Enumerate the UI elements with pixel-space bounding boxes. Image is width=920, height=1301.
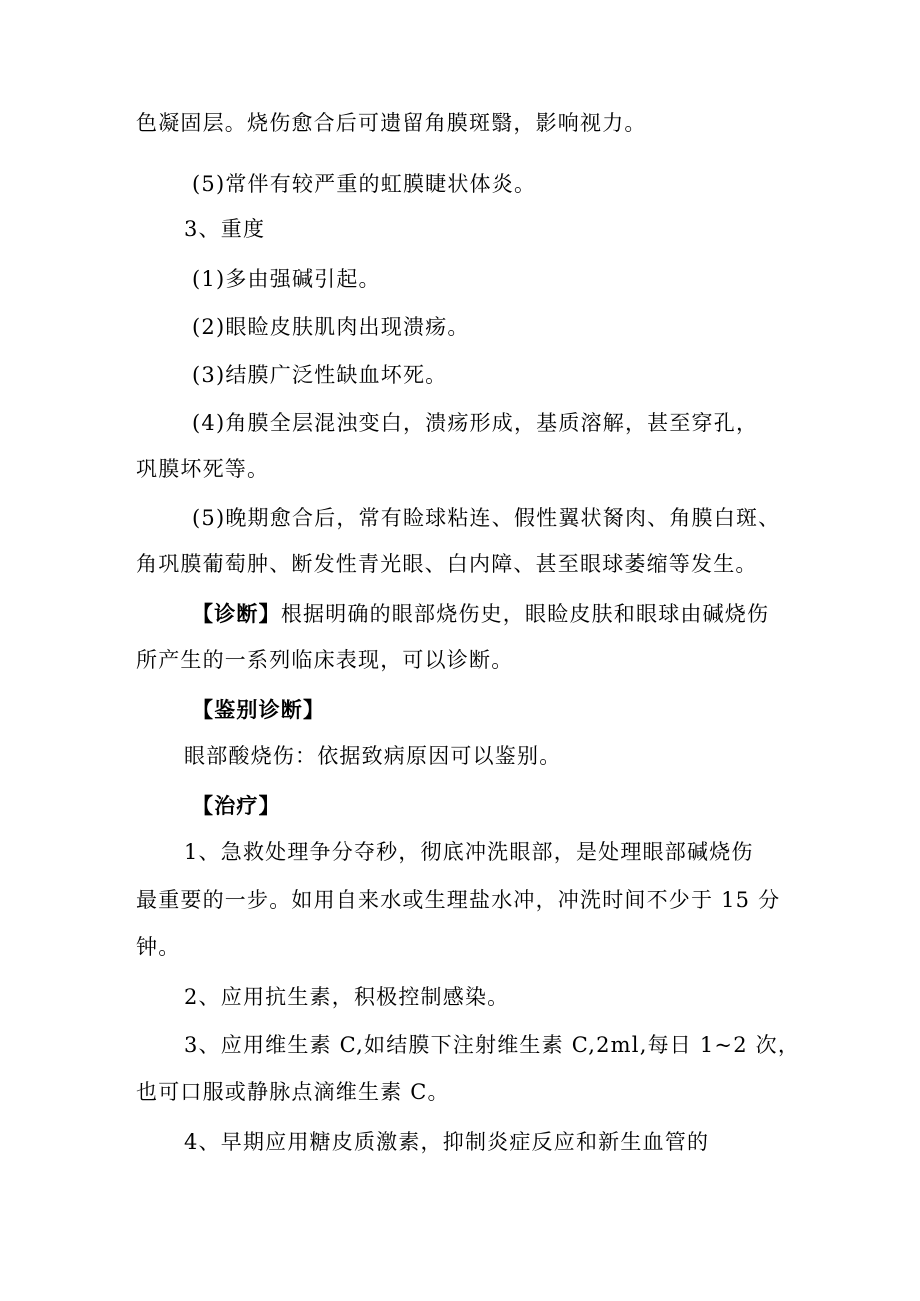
treatment-heading: 【治疗】 [192,793,281,818]
text-line: (3)结膜广泛性缺血坏死。 [192,363,448,387]
text-line: (1)多由强碱引起。 [192,267,381,291]
section-title: 3、重度 [184,217,266,241]
diagnosis-line [192,600,769,628]
text-line: (2)眼睑皮肤肌肉出现溃疡。 [192,315,470,339]
text-line: 眼部酸烧伤：依据致病原因可以鉴别。 [184,744,562,768]
text-line: 也可口服或静脉点滴维生素 C。 [136,1080,450,1104]
text-line: (5)常伴有较严重的虹膜睫状体炎。 [192,172,537,196]
text-line: 巩膜坏死等。 [136,457,270,481]
text-line: 3、应用维生素 C,如结膜下注射维生素 C,2ml,每日 1~2 次， [184,1033,801,1057]
text-line: 色凝固层。烧伤愈合后可遗留角膜斑翳，影响视力。 [136,111,647,135]
text-line: 最重要的一步。如用自来水或生理盐水冲，冲洗时间不少于 15 分 [136,888,781,912]
text-line: 所产生的一系列临床表现，可以诊断。 [136,648,514,672]
differential-diagnosis-heading: 【鉴别诊断】 [192,697,326,722]
text-line: 钟。 [136,935,181,959]
text-line: 角巩膜葡萄肿、断发性青光眼、白内障、甚至眼球萎缩等发生。 [136,552,758,576]
text-line: 根据明确的眼部烧伤史，眼睑皮肤和眼球由碱烧伤 [280,602,770,626]
text-line: (4)角膜全层混浊变白，溃疡形成，基质溶解，甚至穿孔， [192,411,759,435]
text-line: 1、急救处理争分夺秒，彻底冲洗眼部，是处理眼部碱烧伤 [184,840,754,864]
diagnosis-heading: 【诊断】 [192,601,281,626]
text-line: 2、应用抗生素，积极控制感染。 [184,985,510,1009]
text-line: 4、早期应用糖皮质激素，抑制炎症反应和新生血管的 [184,1130,710,1154]
text-line: (5)晚期愈合后，常有睑球粘连、假性翼状胬肉、角膜白斑、 [192,506,781,530]
